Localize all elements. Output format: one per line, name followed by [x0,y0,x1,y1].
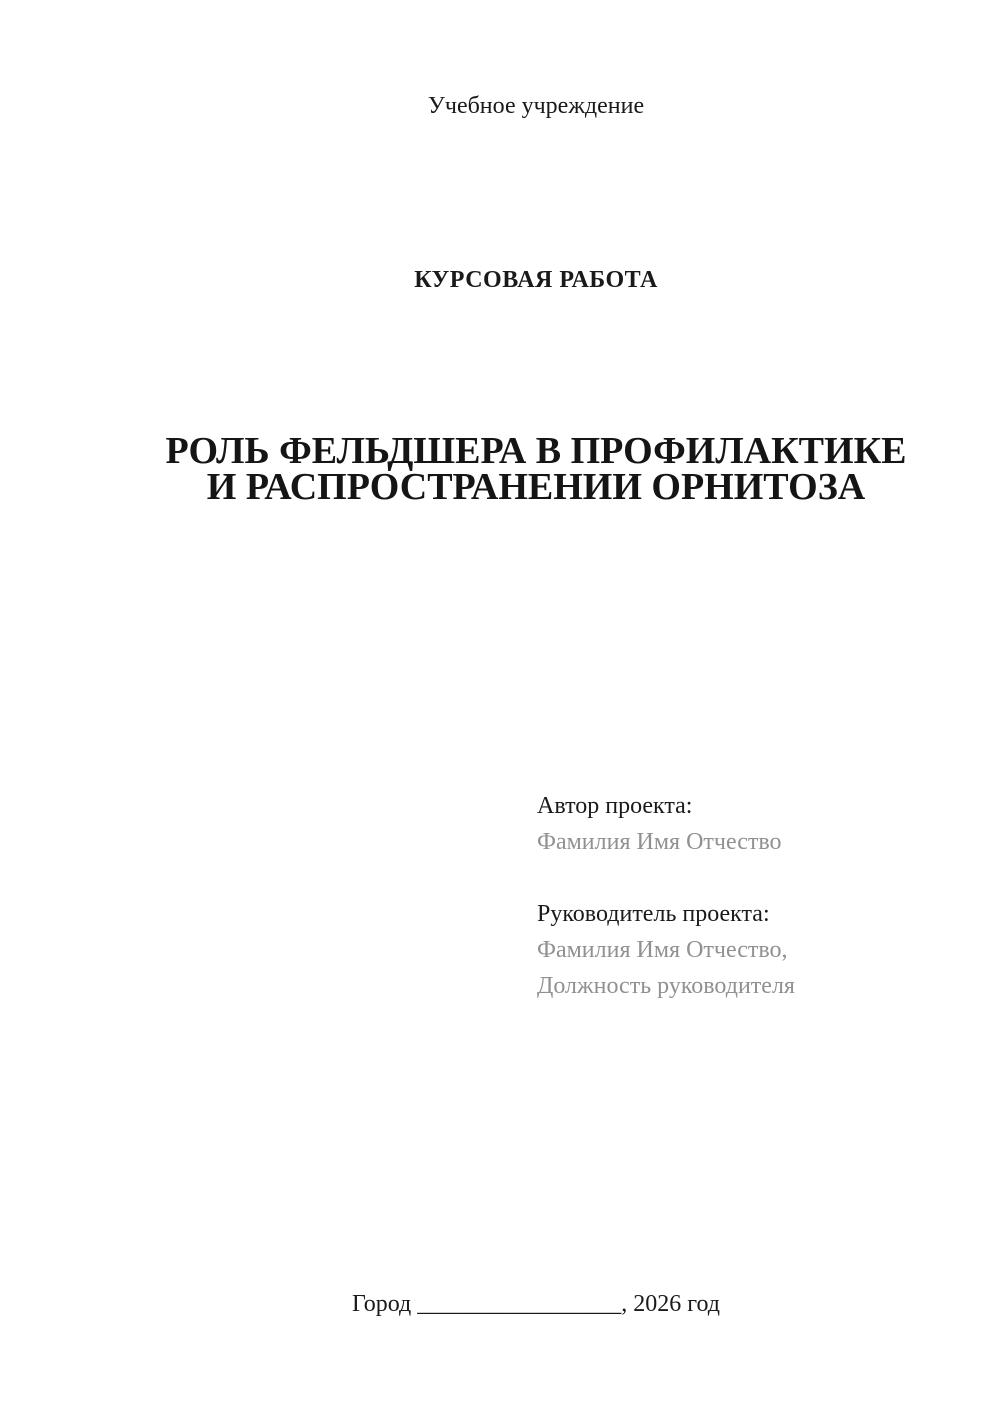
author-label: Автор проекта: [537,793,693,819]
supervisor-label: Руководитель проекта: [537,901,770,927]
supervisor-group [537,896,929,1004]
author-name-placeholder: Фамилия Имя Отчество [537,829,782,855]
author-group [537,788,929,860]
institution-name: Учебное учреждение [427,93,645,119]
credits-block [537,788,929,1004]
project-title [143,430,929,508]
project-title-line2: И РАСПРОСТРАНЕНИИ ОРНИТОЗА [206,466,866,508]
work-type-heading: КУРСОВАЯ РАБОТА [414,267,658,293]
city-year-line: Город _________________, 2026 год [351,1291,721,1317]
supervisor-name-placeholder: Фамилия Имя Отчество, [537,937,788,963]
supervisor-position-placeholder: Должность руководителя [537,973,795,999]
project-title-line1: РОЛЬ ФЕЛЬДШЕРА В ПРОФИЛАКТИКЕ [165,430,907,472]
